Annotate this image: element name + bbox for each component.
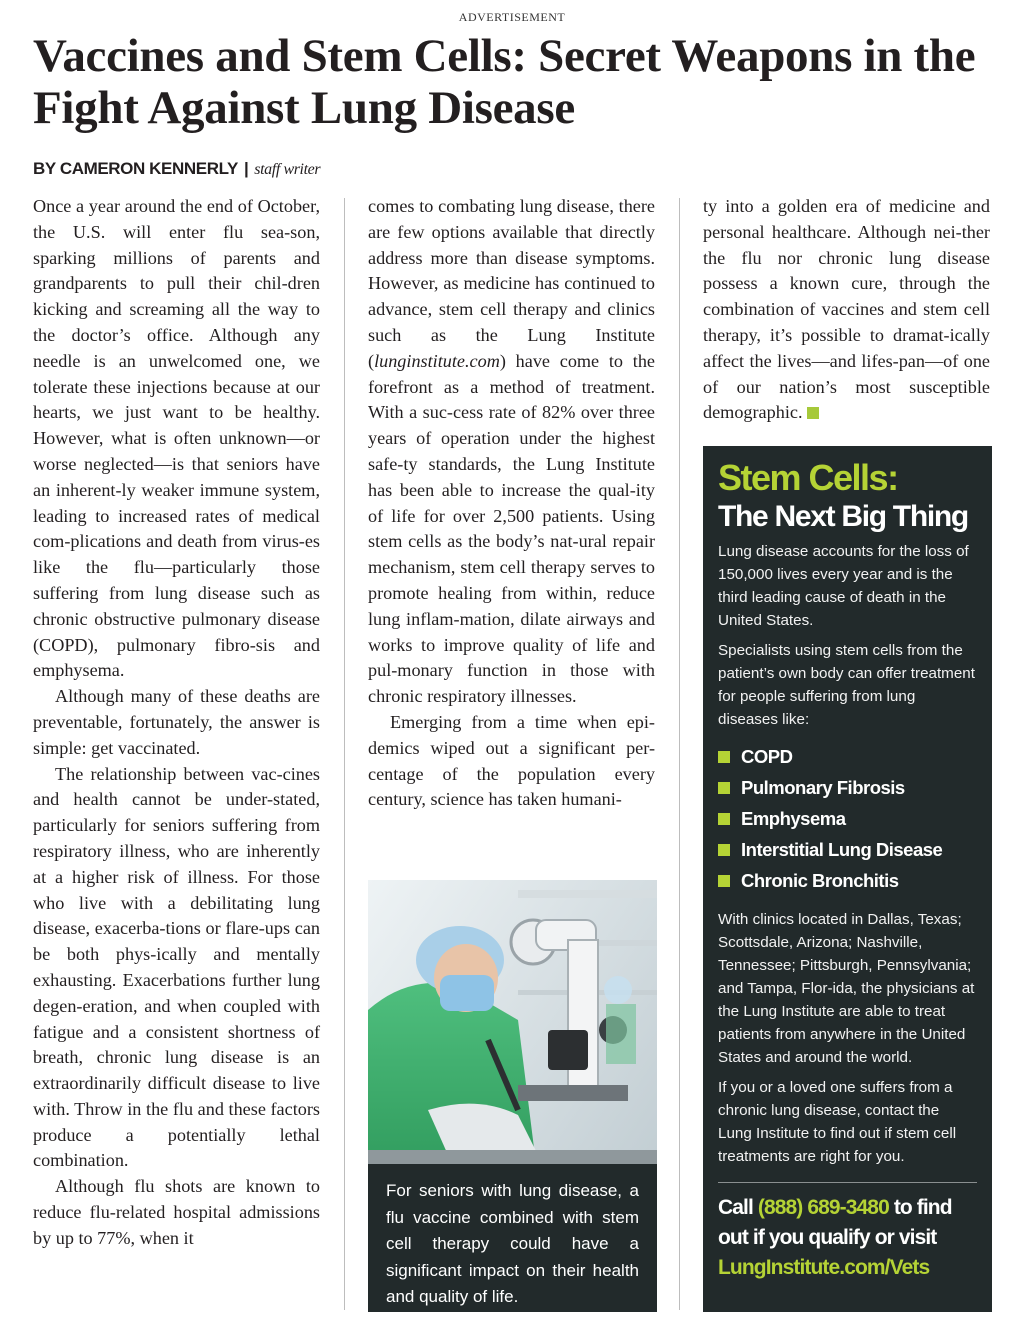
sidebar-subtitle: The Next Big Thing [718, 500, 968, 533]
disease-list [718, 741, 977, 896]
paragraph-text: ) have come to the forefront as a method of treatment. With a suc-cess rate of 82% over three years of operation under the highest safe-ty standards, the Lung Institute has been able to increase the qual-ity of life for over 2,500 patients. Using stem cells as the body’s nat-ural repair mechanism, stem cell therapy serves to promote healing from within, reduce lung inflam-mation, dilate airways and works to improve quality of life and pul-monary function in those with chronic respiratory illnesses. [368, 350, 655, 707]
column-divider [679, 198, 680, 1310]
article-paragraph: Although flu shots are known to reduce flu-related hospital admissions by up to 77%, when it [33, 1176, 320, 1248]
list-item [718, 741, 977, 772]
list-item [718, 865, 977, 896]
sidebar-paragraph: Specialists using stem cells from the patient’s own body can offer treatment for people suffering from lung diseases like: [718, 642, 975, 728]
article-column-3 [703, 194, 990, 426]
call-to-action [718, 1193, 977, 1283]
disease-name: Interstitial Lung Disease [741, 839, 943, 860]
square-bullet-icon [718, 813, 730, 825]
sidebar-paragraph: With clinics located in Dallas, Texas; Scottsdale, Arizona; Nashville, Tennessee; Pittsburgh, Pennsylvania; and Tampa, Flor-ida, the physicians at the Lung Institute are able to treat patients from anywhere in the United States and around the world. [718, 911, 975, 1066]
lab-photo [368, 880, 657, 1312]
square-bullet-icon [718, 875, 730, 887]
headline: Vaccines and Stem Cells: Secret Weapons in the Fight Against Lung Disease [33, 30, 976, 134]
website-url-link[interactable]: LungInstitute.com/Vets [718, 1256, 930, 1279]
article-paragraph: Once a year around the end of October, the U.S. will enter flu sea-son, sparking millions of parents and grandparents to pull their chil-dren kicking and screaming all the way to the doctor’s office. Although any needle is an unwelcomed one, we tolerate these injections because at our hearts, we just want to be healthy. However, what is often unknown—or worse neglected—is that seniors have an inherent-ly weaker immune system, leading to increased rates of medical com-plications and death from virus-es like the flu—particularly those suffering from lung disease such as chronic obstructive pulmonary disease (COPD), pulmonary fibro-sis and emphysema. [33, 196, 320, 681]
disease-name: Chronic Bronchitis [741, 870, 899, 891]
photo-caption: For seniors with lung disease, a flu vaccine combined with stem cell therapy could have a significant impact on their health and quality of life. [368, 1164, 657, 1312]
square-bullet-icon [718, 782, 730, 794]
phone-number[interactable]: (888) 689-3480 [757, 1196, 889, 1219]
author-name: BY CAMERON KENNERLY [33, 159, 238, 178]
byline [33, 159, 320, 179]
byline-separator: | [243, 159, 249, 178]
square-bullet-icon [718, 844, 730, 856]
article-column-1 [33, 194, 320, 1252]
disease-name: Emphysema [741, 808, 846, 829]
advertisement-label: ADVERTISEMENT [458, 10, 566, 24]
sidebar-paragraph: If you or a loved one suffers from a chronic lung disease, contact the Lung Institute to find out if stem cell treatments are right for you. [718, 1079, 957, 1165]
list-item [718, 834, 977, 865]
cta-mid-text: to find out if you qualify or visit [718, 1196, 952, 1249]
article-paragraph: Although many of these deaths are preventable, fortunately, the answer is simple: get vaccinated. [33, 686, 320, 758]
cta-call-text: Call [718, 1196, 753, 1219]
sidebar-box [703, 446, 992, 1312]
disease-name: COPD [741, 746, 793, 767]
article-paragraph [703, 194, 990, 426]
column-divider [344, 198, 345, 1310]
article-paragraph: Emerging from a time when epi-demics wiped out a significant per-centage of the population every century, science has taken humani- [368, 711, 655, 810]
website-link[interactable]: lunginstitute.com [374, 350, 500, 371]
list-item [718, 803, 977, 834]
article-paragraph [368, 194, 655, 710]
end-of-article-mark [807, 407, 819, 419]
article-paragraph: The relationship between vac-cines and health cannot be under-stated, particularly for seniors suffering from respiratory illness, who are inherently at a higher risk of illness. For those who live with a debilitating lung disease, exacerba-tions or flare-ups can be both phys-ically and mentally exhausting. Exacerbations further lung degen-eration, and when coupled with fatigue and a consistent shortness of breath, chronic lung disease is an extraordinarily difficult disease to live with. Throw in the flu and these factors produce a potentially lethal combination. [33, 763, 320, 1171]
sidebar-title: Stem Cells: [718, 457, 898, 498]
paragraph-text: comes to combating lung disease, there are few options available that directly address more than disease symptoms. However, as medicine has continued to advance, stem cell therapy and clinics such as the Lung Institute ( [368, 196, 655, 371]
disease-name: Pulmonary Fibrosis [741, 777, 905, 798]
author-role: staff writer [254, 161, 321, 178]
square-bullet-icon [718, 751, 730, 763]
list-item [718, 772, 977, 803]
sidebar-divider [718, 1182, 977, 1183]
paragraph-text: ty into a golden era of medicine and personal healthcare. Although nei-ther the flu nor chronic lung disease possess a known cure, through the combination of vaccines and stem cell therapy, it’s possible to dramat-ically affect the lives—and lifes-pan—of one of our nation’s most susceptible demographic. [703, 196, 990, 423]
article-column-2 [368, 194, 655, 813]
sidebar-paragraph: Lung disease accounts for the loss of 150,000 lives every year and is the third leading cause of death in the United States. [718, 543, 969, 629]
